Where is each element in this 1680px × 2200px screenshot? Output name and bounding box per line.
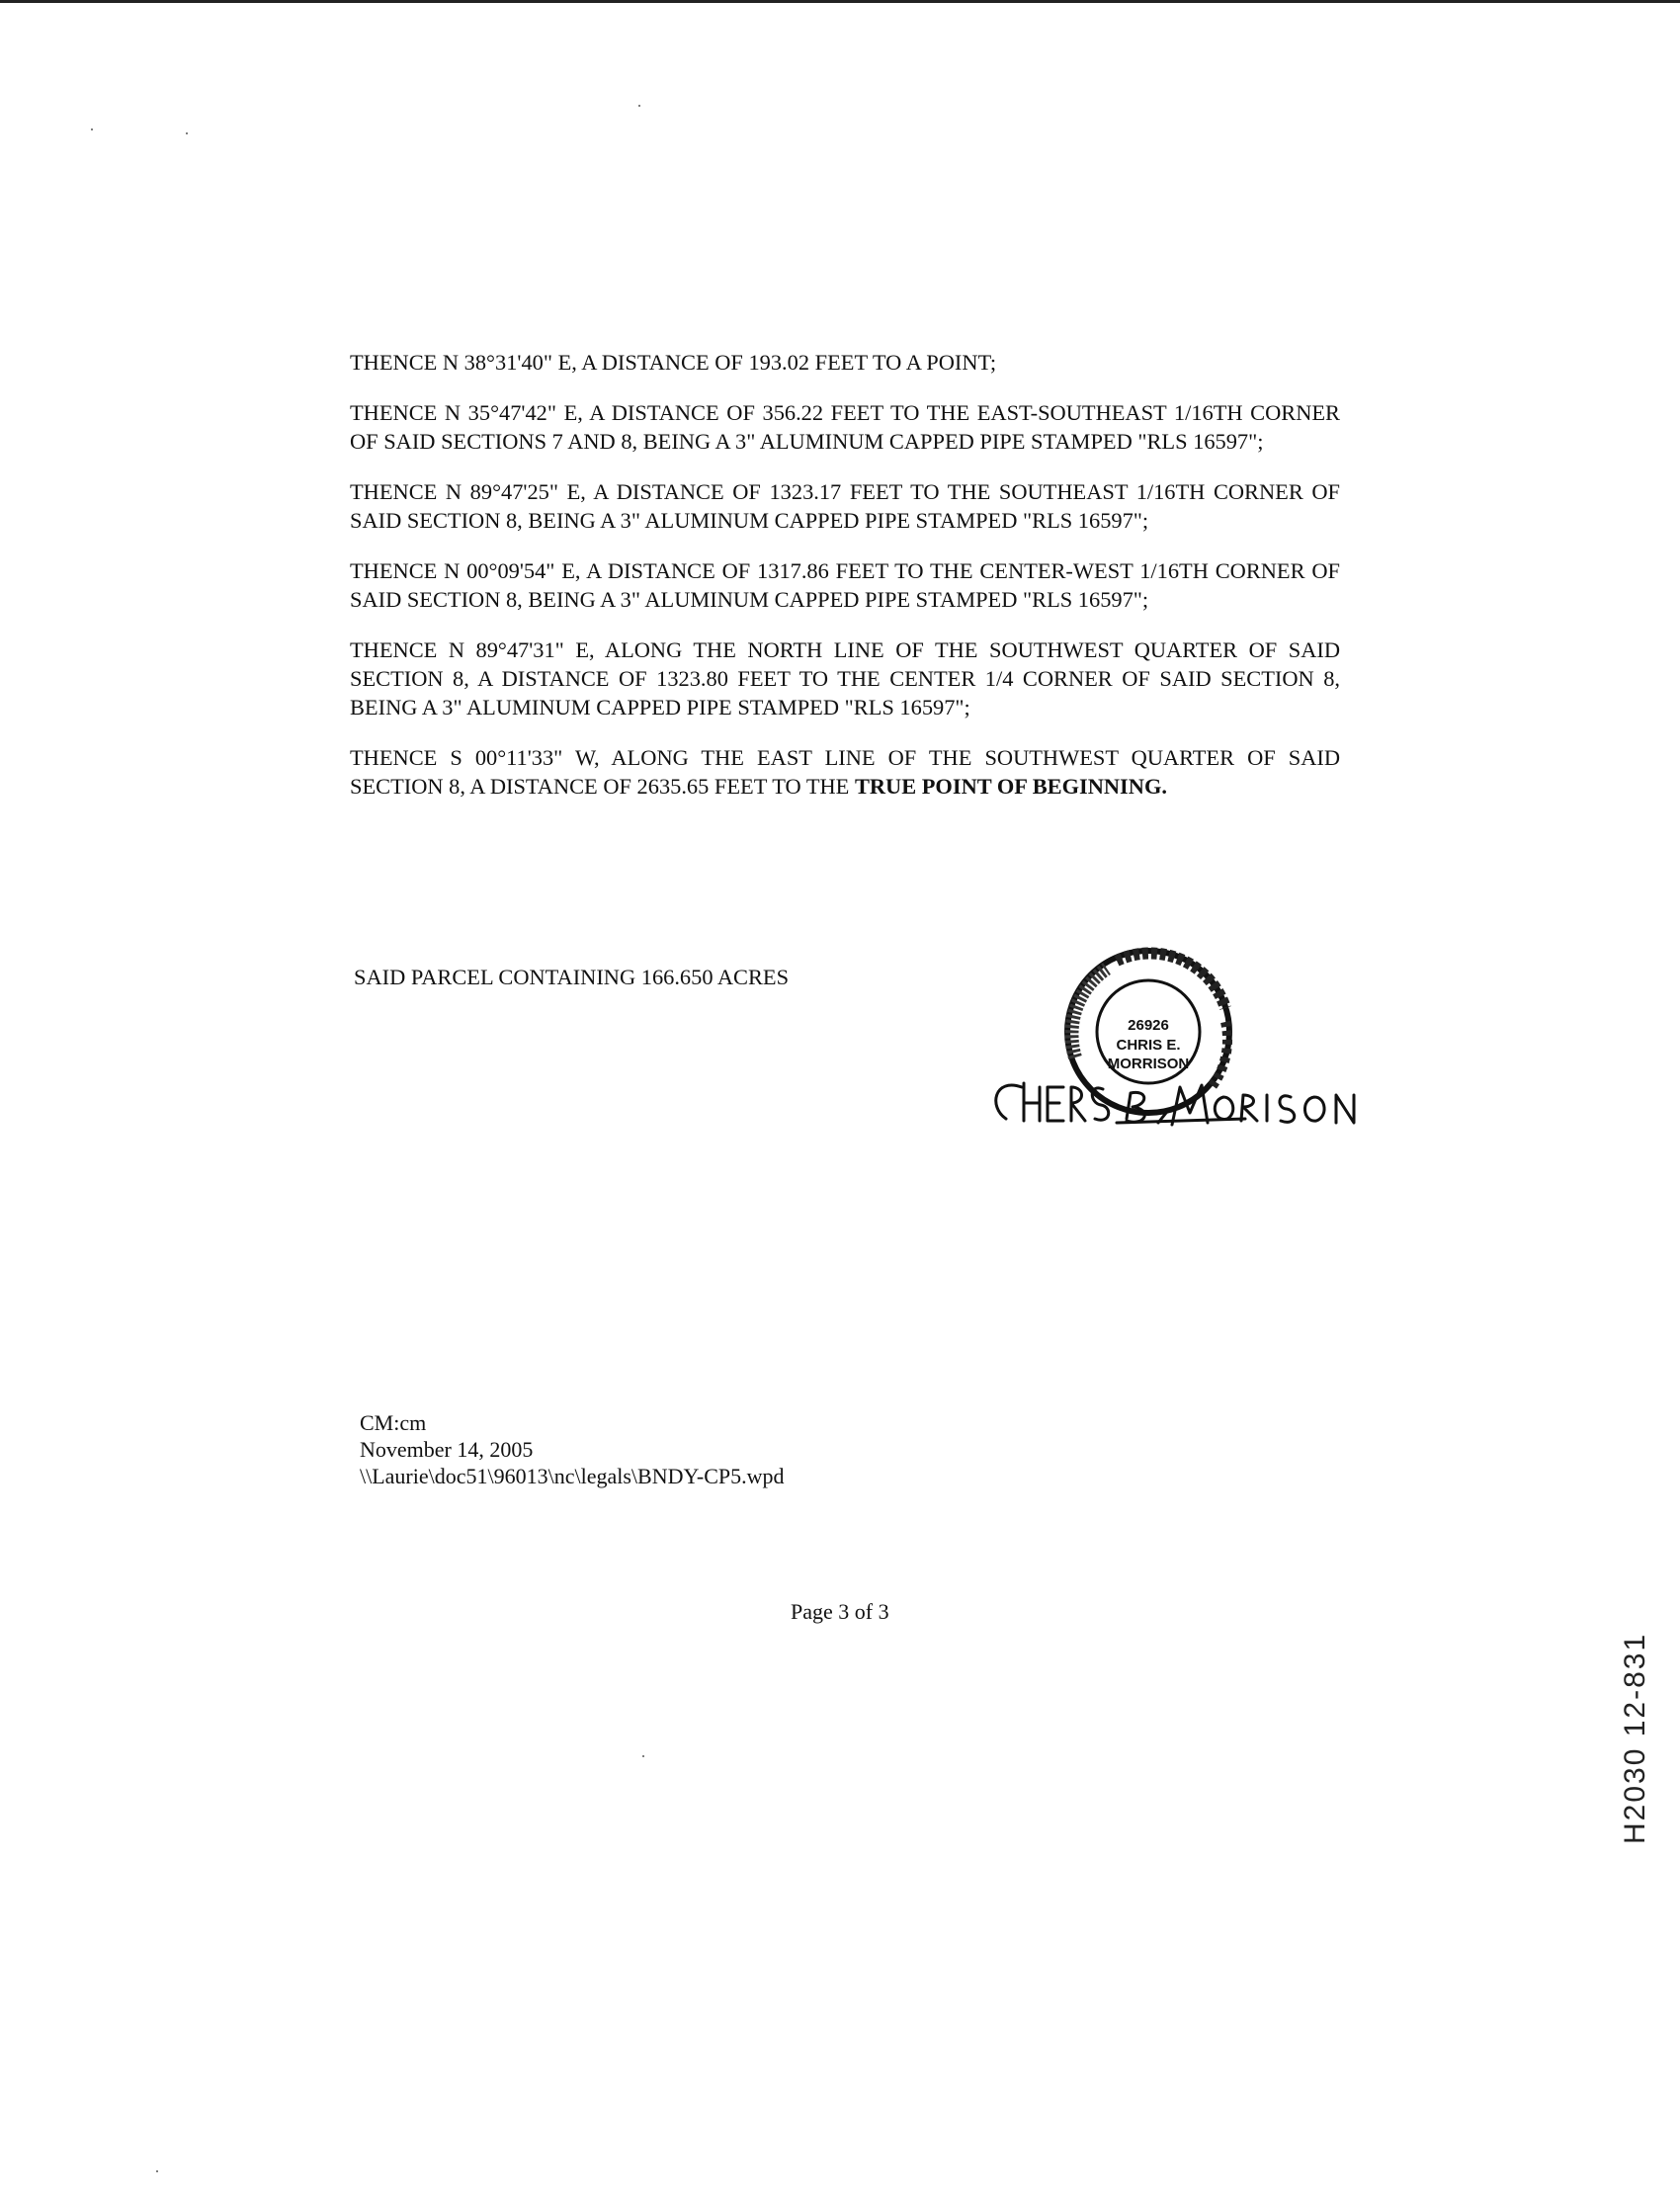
author-initials: CM:cm (360, 1410, 427, 1435)
course-paragraph-final (350, 743, 1340, 801)
scan-speck (642, 1755, 644, 1757)
legal-description (350, 348, 1340, 822)
scan-top-edge (0, 0, 1680, 3)
course-paragraph: THENCE N 38°31'40" E, A DISTANCE OF 193.02 FEET TO A POINT; (350, 350, 997, 375)
scan-speck (156, 2170, 158, 2172)
course-paragraph: THENCE N 00°09'54" E, A DISTANCE OF 1317.86 FEET TO THE CENTER-WEST 1/16TH CORNER OF SAID SECTION 8, BEING A 3" ALUMINUM CAPPED PIPE STAMPED "RLS 16597"; (350, 558, 1340, 612)
course-paragraph: THENCE N 35°47'42" E, A DISTANCE OF 356.22 FEET TO THE EAST-SOUTHEAST 1/16TH CORNER OF SAID SECTIONS 7 AND 8, BEING A 3" ALUMINUM CAPPED PIPE STAMPED "RLS 16597"; (350, 400, 1340, 454)
document-date: November 14, 2005 (360, 1437, 534, 1462)
course-paragraph: THENCE N 89°47'25" E, A DISTANCE OF 1323.17 FEET TO THE SOUTHEAST 1/16TH CORNER OF SAID SECTION 8, BEING A 3" ALUMINUM CAPPED PIPE STAMPED "RLS 16597"; (350, 479, 1340, 533)
seal-number: 26926 (1128, 1017, 1169, 1034)
rotated-document-id (1617, 1593, 1656, 1850)
course-paragraph: THENCE N 89°47'31" E, ALONG THE NORTH LINE OF THE SOUTHWEST QUARTER OF SAID SECTION 8, A DISTANCE OF 1323.80 FEET TO THE CENTER 1/4 CORNER OF SAID SECTION 8, BEING A 3" ALUMINUM CAPPED PIPE STAMPED "RLS 16597"; (350, 637, 1340, 719)
surveyor-seal (1067, 951, 1229, 1113)
surveyor-signature (996, 1083, 1354, 1125)
document-footer (360, 1409, 785, 1489)
document-id-text: H2030 12-831 (1619, 1632, 1651, 1844)
seal-name-line1: CHRIS E. (1116, 1037, 1181, 1054)
scan-speck (638, 105, 640, 107)
surveyor-seal-and-signature (978, 939, 1374, 1166)
scan-speck (91, 128, 93, 130)
scan-speck (186, 132, 188, 134)
true-point-of-beginning: TRUE POINT OF BEGINNING. (854, 774, 1167, 799)
acreage-statement: SAID PARCEL CONTAINING 166.650 ACRES (354, 965, 790, 989)
page-number: Page 3 of 3 (791, 1599, 889, 1624)
file-path: \\Laurie\doc51\96013\nc\legals\BNDY-CP5.wpd (360, 1464, 785, 1488)
seal-name-line2: MORRISON (1107, 1056, 1190, 1072)
final-course-text: THENCE S 00°11'33" W, ALONG THE EAST LINE OF THE SOUTHWEST QUARTER OF SAID SECTION 8, A DISTANCE OF 2635.65 FEET TO THE (350, 745, 1340, 799)
